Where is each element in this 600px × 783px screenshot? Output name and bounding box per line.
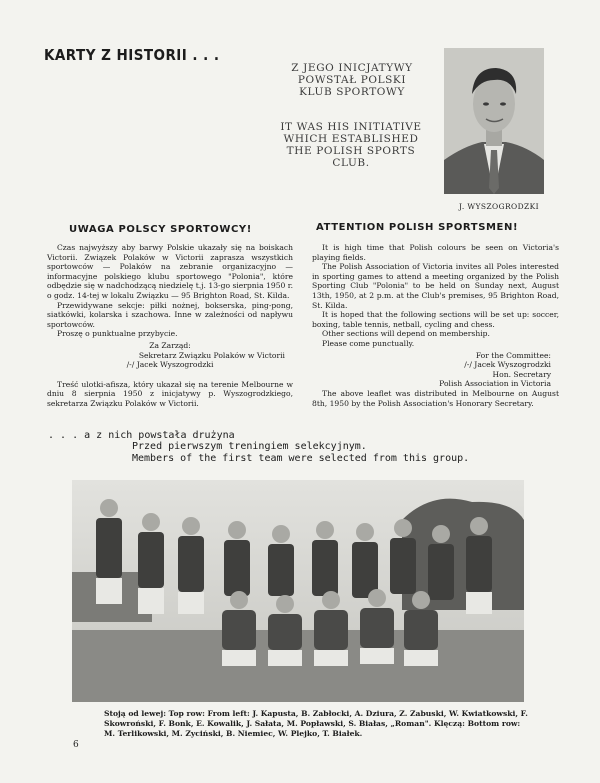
- caption-line: CLUB.: [332, 157, 370, 169]
- team-caption-english: Members of the first team were selected from this group.: [132, 453, 470, 464]
- caption-line: THE POLISH SPORTS: [286, 145, 416, 157]
- paragraph: It is hoped that the following sections will be set up: soccer, boxing, table tennis, netball, cycling and chess.: [312, 310, 559, 329]
- team-caption-polish: Przed pierwszym treningiem selekcyjnym.: [132, 441, 367, 452]
- polish-leaflet-text: [47, 243, 293, 409]
- portrait-photo: [444, 48, 544, 194]
- signature-name: /-/ Jacek Wyszogrodzki: [126, 360, 214, 370]
- paragraph: Czas najwyższy aby barwy Polskie ukazały się na boiskach Victorii. Związek Polaków w Victorii zaprasza wszystkich sportowców — Polaków na zebranie organizacyjno — informacyjne polskiego klubu sportowego "Polonia", które odbędzie się w nadchodzącą niedzielę t.j. 13-go sierpnia 1950 r. o godz. 14-tej w lokalu Związku — 95 Brighton Road, St. Kilda.: [47, 243, 293, 300]
- paragraph: The Polish Association of Victoria invites all Poles interested in sporting games to attend a meeting organized by the Polish Sporting Club "Polonia" to be held on Sunday next, August 13th, 1950, at 2 p.m. at the Club's premises, 95 Brighton Road, St. Kilda.: [312, 262, 559, 310]
- page-number: 6: [73, 740, 79, 750]
- signature-name: /-/ Jacek Wyszogrodzki: [464, 360, 551, 370]
- signature-title: Hon. Secretary: [492, 369, 551, 379]
- english-heading: ATTENTION POLISH SPORTSMEN!: [316, 222, 519, 233]
- polish-heading: UWAGA POLSCY SPORTOWCY!: [69, 224, 252, 235]
- paragraph: Przewidywane sekcje: piłki nożnej, bokserska, ping-pong, siatkówki, kolarska i szachowa. Inne w zależności od napływu sportowców.: [47, 300, 293, 329]
- caption-line: KLUB SPORTOWY: [299, 86, 405, 98]
- paragraph: Please come punctually.: [322, 338, 415, 348]
- english-leaflet-text: [312, 243, 559, 408]
- photo-caption: Stoją od lewej: Top row: From left: J. Kapusta, B. Zabłocki, A. Dziura, Z. Zabuski, W. Kwiatkowski, F. Skowroński, F. Bonk, E. Kowalik, J. Sałata, M. Popławski, S. Białas, „Roman". Klęczą: Bottom row: M. Terlikowski, M. Zyciński, B. Niemiec, W. Plejko, T. Białek.: [104, 709, 528, 738]
- caption-line: Z JEGO INICJATYWY: [291, 62, 413, 74]
- paragraph: Other sections will depend on membership.: [322, 329, 490, 339]
- team-photo: [72, 480, 524, 702]
- caption-line: POWSTAŁ POLSKI: [297, 74, 407, 86]
- team-intro-line: . . . a z nich powstała drużyna: [48, 430, 235, 441]
- signature-org: Polish Association in Victoria: [439, 379, 551, 389]
- team-photo-image: [72, 480, 524, 702]
- signature-label: Za Zarząd:: [149, 340, 191, 350]
- paragraph: Proszę o punktualne przybycie.: [57, 329, 178, 339]
- signature-org: Sekretarz Związku Polaków w Victorii: [138, 350, 285, 360]
- portrait-caption-english: [270, 121, 432, 169]
- portrait-name: J. WYSZOGRODZKI: [459, 202, 539, 211]
- leaflet-note: Treść ulotki-afisza, który ukazał się na terenie Melbourne w dniu 8 sierpnia 1950 z inicjatywy p. Wyszogrodzkiego, sekretarza Związku Polaków w Victorii.: [47, 379, 293, 408]
- caption-line: WHICH ESTABLISHED: [283, 133, 419, 145]
- portrait-caption-polish: [282, 62, 422, 98]
- leaflet-note: The above leaflet was distributed in Melbourne on August 8th, 1950 by the Polish Association's Honorary Secretary.: [312, 388, 559, 408]
- portrait-image: [444, 48, 544, 194]
- paragraph: It is high time that Polish colours be seen on Victoria's playing fields.: [312, 243, 559, 262]
- caption-line: IT WAS HIS INITIATIVE: [280, 121, 422, 133]
- page-title: KARTY Z HISTORII . . .: [44, 46, 220, 64]
- signature-label: For the Committee:: [475, 350, 551, 360]
